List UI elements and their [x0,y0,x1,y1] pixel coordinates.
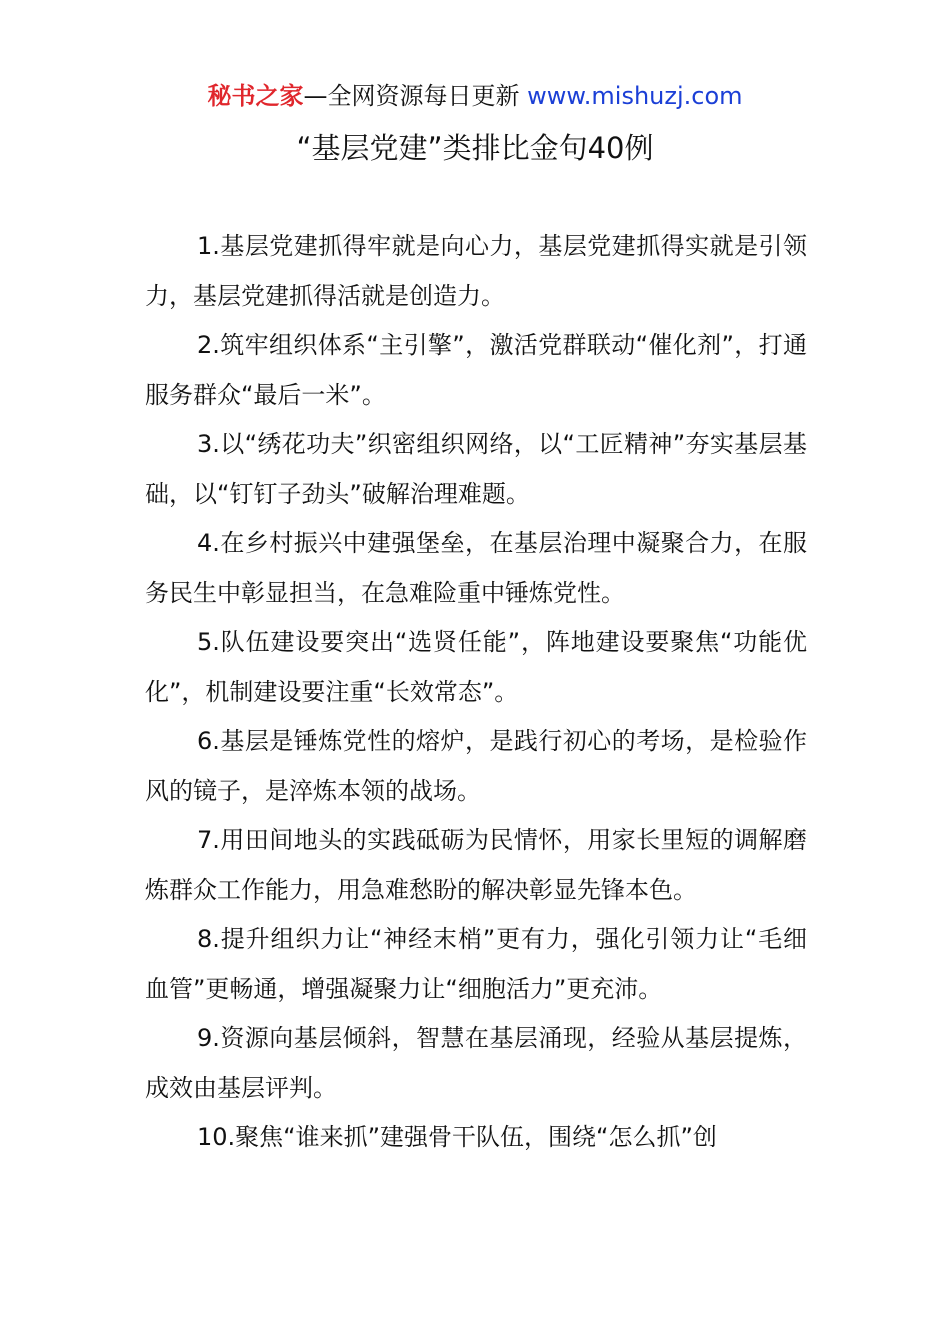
paragraph-8: 8.提升组织力让“神经末梢”更有力，强化引领力让“毛细血管”更畅通，增强凝聚力让“细胞活力”更充沛。 [145,925,807,1003]
paragraph-1: 1.基层党建抓得牢就是向心力，基层党建抓得实就是引领力，基层党建抓得活就是创造力。 [145,232,807,310]
site-brand: 秘书之家 [207,82,304,110]
site-url-link[interactable]: www.mishuzj.com [527,82,743,110]
paragraph-3: 3.以“绣花功夫”织密组织网络，以“工匠精神”夯实基层基础，以“钉钉子劲头”破解治理难题。 [145,430,807,508]
site-tagline: —全网资源每日更新 [303,82,528,110]
paragraph-6: 6.基层是锤炼党性的熔炉，是践行初心的考场，是检验作风的镜子，是淬炼本领的战场。 [145,727,807,805]
document-title: “基层党建”类排比金句40例 [296,131,654,165]
document-body [145,222,807,1163]
site-header [0,80,950,112]
paragraph-2: 2.筑牢组织体系“主引擎”，激活党群联动“催化剂”，打通服务群众“最后一米”。 [145,331,807,409]
paragraph-10: 10.聚焦“谁来抓”建强骨干队伍，围绕“怎么抓”创 [197,1123,717,1151]
paragraph-5: 5.队伍建设要突出“选贤任能”，阵地建设要聚焦“功能优化”，机制建设要注重“长效常态”。 [145,628,807,706]
paragraph-4: 4.在乡村振兴中建强堡垒，在基层治理中凝聚合力，在服务民生中彰显担当，在急难险重中锤炼党性。 [145,529,807,607]
paragraph-9: 9.资源向基层倾斜，智慧在基层涌现，经验从基层提炼，成效由基层评判。 [145,1024,807,1102]
paragraph-7: 7.用田间地头的实践砥砺为民情怀，用家长里短的调解磨炼群众工作能力，用急难愁盼的解决彰显先锋本色。 [145,826,807,904]
